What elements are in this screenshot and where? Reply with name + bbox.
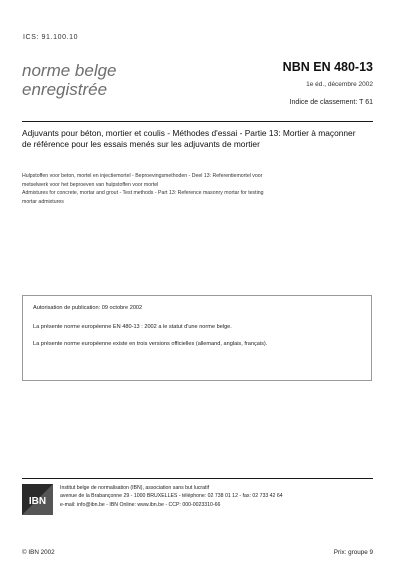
brand-title [22,61,117,99]
institute-name: Institut belge de normalisation (IBN), association sans but lucratif [60,485,210,491]
edition-date: 1e éd., décembre 2002 [306,81,373,88]
institute-contact [60,484,283,509]
title-dutch-line-1: Hulpstoffen voor beton, mortel en injectiemortel - Beproevingsmethoden - Deel 13: Referentiemortel voor [22,173,263,179]
status-box [22,295,372,381]
institute-online: e-mail: info@ibn.be - IBN Online: www.ibn.be - CCP: 000-0023310-66 [60,501,221,508]
bottom-divider [22,478,373,479]
title-french: Adjuvants pour béton, mortier et coulis - Méthodes d'essai - Partie 13: Mortier à maçonner de référence pour les essais menés sur les adjuvants de mortier [22,128,356,149]
classification-index: Indice de classement: T 61 [289,99,373,106]
price-group: Prix: groupe 9 [333,549,373,556]
document-number: NBN EN 480-13 [282,60,373,74]
title-english-line-1: Admixtures for concrete, mortar and grout - Test methods - Part 13: Reference masonry mortar for testing [22,190,264,197]
title-translations [22,172,372,206]
title-dutch-line-2: metselwerk voor het beproeven van hulpstoffen voor mortel [22,181,159,188]
authorization-date: Autorisation de publication: 09 octobre 2002 [33,305,143,311]
status-statement: La présente norme européenne EN 480-13 : 2002 a le statut d'une norme belge. [33,324,232,330]
ibn-logo-icon [22,484,53,515]
title-english-line-2: mortar admixtures [22,198,64,205]
brand-line-2: enregistrée [22,80,108,99]
svg-text:IBN: IBN [28,496,47,507]
ics-code: ICS: 91.100.10 [23,34,79,41]
versions-statement: La présente norme européenne existe en trois versions officielles (allemand, anglais, français). [33,341,268,347]
institute-address: avenue de la Brabançonne 29 - 1000 BRUXELLES - téléphone: 02 738 01 12 - fax: 02 733 42 64 [60,493,283,500]
copyright: © IBN 2002 [22,549,55,556]
brand-line-1: norme belge [22,61,117,80]
top-divider [22,121,373,122]
